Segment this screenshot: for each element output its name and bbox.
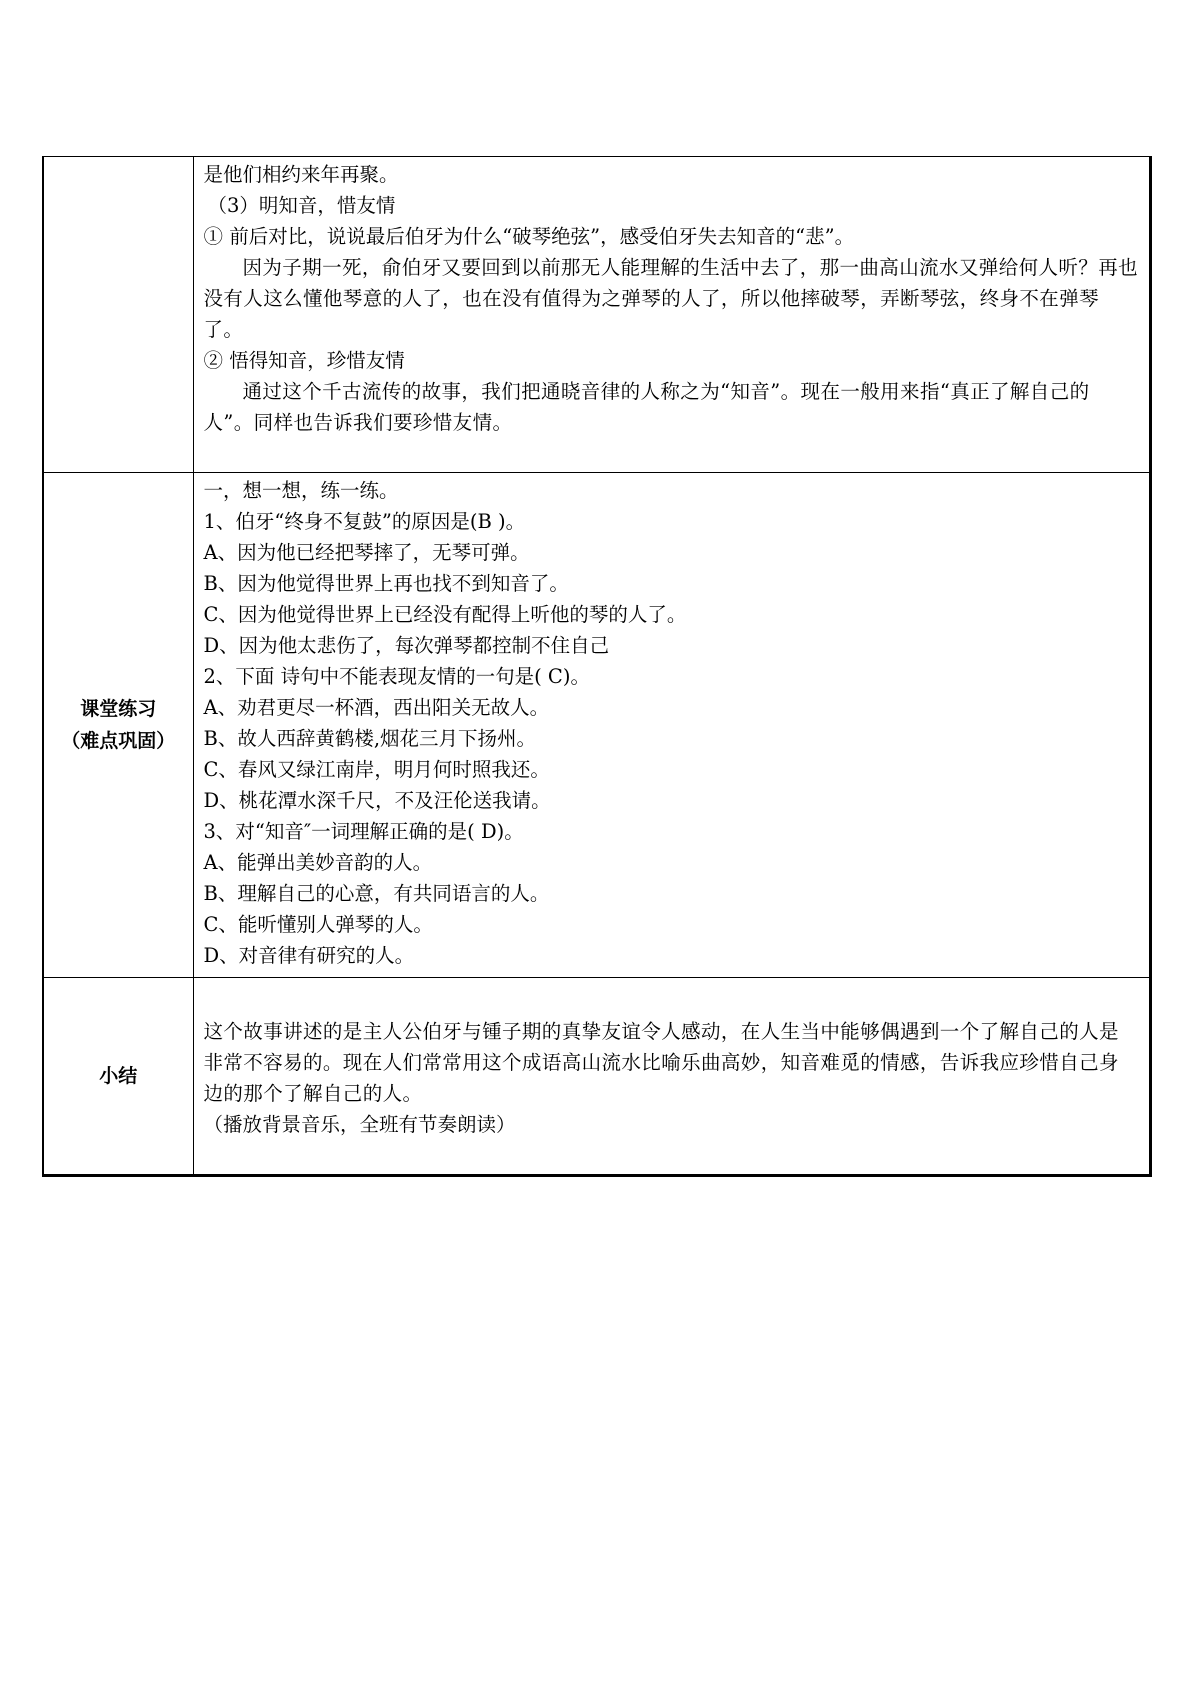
explanation-paragraph: 因为子期一死，俞伯牙又要回到以前那无人能理解的生活中去了，那一曲高山流水又弹给何人听？再也没有人这么懂他琴意的人了，也在没有值得为之弹琴的人了，所以他摔破琴，弄断琴弦，终身不在弹琴了。	[203, 256, 1139, 341]
practice-option: A、因为他已经把琴摔了，无琴可弹。	[203, 541, 530, 564]
practice-content-cell	[193, 473, 1150, 978]
teaching-content-cell	[193, 157, 1150, 473]
lesson-plan-table	[42, 156, 1152, 1177]
practice-option: B、故人西辞黄鹤楼,烟花三月下扬州。	[203, 727, 537, 750]
row-label-empty	[43, 157, 193, 473]
practice-option: C、因为他觉得世界上已经没有配得上听他的琴的人了。	[203, 603, 687, 626]
question-line: ① 前后对比，说说最后伯牙为什么“破琴绝弦”，感受伯牙失去知音的“悲”。	[203, 225, 855, 248]
row-label-summary: 小结	[43, 978, 193, 1176]
row-label-classroom-practice	[43, 473, 193, 978]
summary-paragraph: 这个故事讲述的是主人公伯牙与锺子期的真挚友谊令人感动，在人生当中能够偶遇到一个了解自己的人是非常不容易的。现在人们常常用这个成语高山流水比喻乐曲高妙，知音难觅的情感，告诉我应珍惜自己身边的那个了解自己的人。	[203, 1020, 1119, 1105]
practice-option: A、能弹出美妙音韵的人。	[203, 851, 433, 874]
practice-question: 2、下面 诗句中不能表现友情的一句是( C)。	[203, 665, 590, 688]
section-heading: （3）明知音，惜友情	[207, 194, 396, 217]
summary-note: （播放背景音乐，全班有节奏朗读）	[203, 1113, 516, 1136]
explanation-paragraph: 通过这个千古流传的故事，我们把通晓音律的人称之为“知音”。现在一般用来指“真正了解自己的人”。同样也告诉我们要珍惜友情。	[203, 380, 1090, 434]
practice-question: 3、对“知音″一词理解正确的是( D)。	[203, 820, 524, 843]
practice-heading: 一，想一想，练一练。	[203, 479, 399, 502]
practice-option: D、因为他太悲伤了，每次弹琴都控制不住自己	[203, 634, 610, 657]
label-line: （难点巩固）	[61, 730, 176, 752]
practice-question: 1、伯牙“终身不复鼓”的原因是(B )。	[203, 510, 526, 533]
practice-option: B、理解自己的心意，有共同语言的人。	[203, 882, 550, 905]
table-row-classroom-practice	[43, 473, 1150, 978]
practice-option: C、能听懂别人弹琴的人。	[203, 913, 433, 936]
table-row-teaching-content	[43, 157, 1150, 473]
question-line: ② 悟得知音，珍惜友情	[203, 349, 405, 372]
practice-option: D、桃花潭水深千尺，不及汪伦送我请。	[203, 789, 551, 812]
practice-option: B、因为他觉得世界上再也找不到知音了。	[203, 572, 569, 595]
label-line: 课堂练习	[80, 698, 157, 720]
practice-option: A、劝君更尽一杯酒，西出阳关无故人。	[203, 696, 550, 719]
practice-option: D、对音律有研究的人。	[203, 944, 415, 967]
content-line: 是他们相约来年再聚。	[203, 163, 399, 186]
table-row-summary	[43, 978, 1150, 1176]
practice-option: C、春风又绿江南岸，明月何时照我还。	[203, 758, 550, 781]
summary-content-cell	[193, 978, 1150, 1176]
